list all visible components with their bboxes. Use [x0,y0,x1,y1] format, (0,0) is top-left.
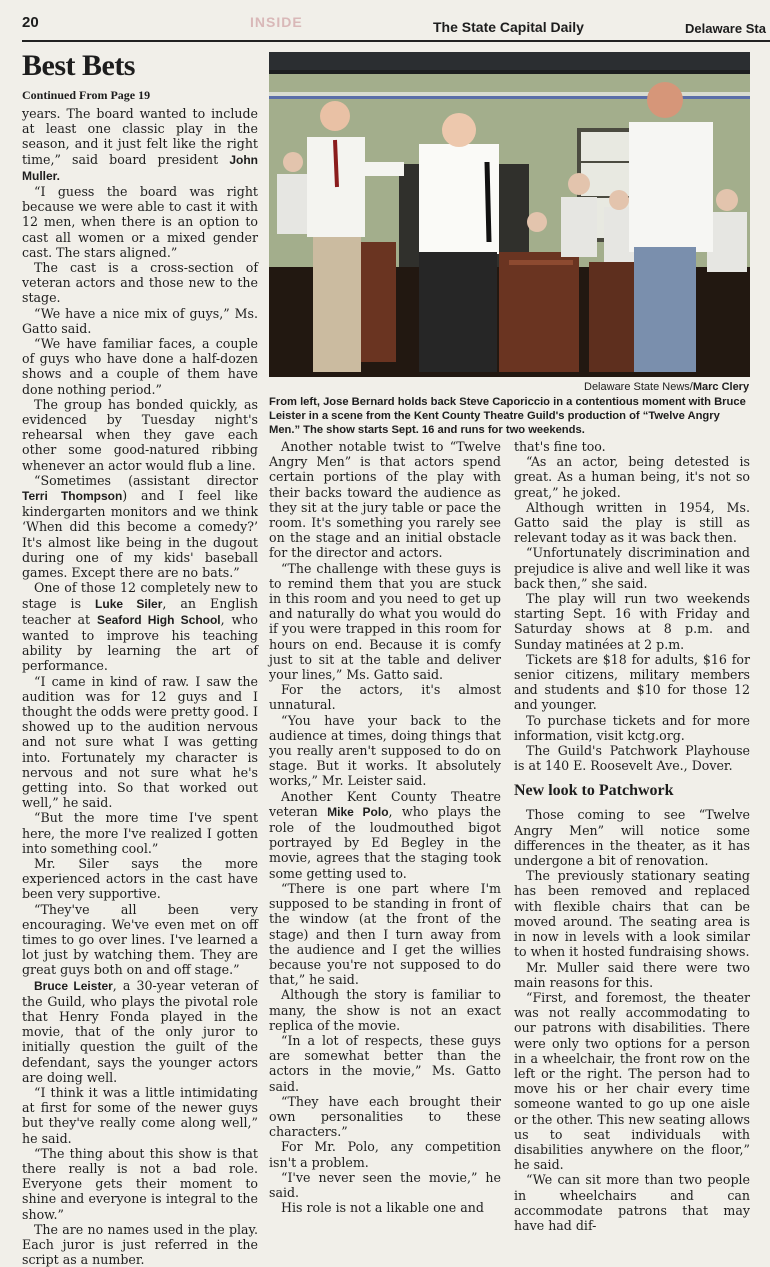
header-rule [22,40,770,42]
stage-scene-image [269,52,750,377]
article-column-1: years. The board wanted to include at least one classic play in the season, and it just felt like the right time,” said board president John Muller. “I guess the board was right because we were able to cast it with 12 men, when there is an option to cast all women or a mixed gender cast. The stars aligned.” The cast is a cross-section of veteran actors and those new to the stage. “We have a nice mix of guys,” Ms. Gatto said. “We have familiar faces, a couple of guys who have done a half-dozen shows and a couple of them have done nothing period.” The group has bonded quickly, as evidenced by Tuesday night's rehearsal when they gave each other some good-natured ribbing whenever an actor would flub a line. “Sometimes (assistant director Terri Thompson) and I feel like kindergarten monitors and we think ‘When did this become a comedy?’ It's almost like being in the dugout during one of my kids' baseball games. Except there are no bats.” One of those 12 completely new to stage is Luke Siler, an English teacher at Seaford High School, who wanted to improve his teaching ability by learning the art of performance. “I came in kind of raw. I saw the audition was for 12 guys and I thought the odds were pretty good. I showed up to the audition nervous and not sure what I was getting into. Fortunately my character is nervous and not sure what he's getting into. So that worked out well,” he said. “But the more time I've spent here, the more I've realized I gotten into something cool.” Mr. Siler says the more experienced actors in the cast have been very supportive. “They've all been very encouraging. We've even met on off times to go over lines. I've learned a lot just by watching them. They are great guys both on and off stage.” Bruce Leister, a 30-year veteran of the Guild, who plays the pivotal role that Henry Fonda played in the movie, that of the only juror to initially question the guilt of the defendant, says the younger actors are doing well. “I think it was a little intimidating at first for some of the newer guys but they've really come along well,” he said. “The thing about this show is that there really is not a bad role. Everyone gets their moment to shine and everyone is integral to the show.” The are no names used in the play. Each juror is just referred in the script as a number. [22,106,259,1267]
page-header [0,0,770,44]
news-photo [269,52,750,377]
page-number: 20 [22,14,39,31]
section-subhead: New look to Patchwork [514,782,674,800]
photo-caption: From left, Jose Bernard holds back Steve Caporiccio in a contentious moment with Bruce Leister in a scene from the Kent County Theatre Guild's production of “Twelve Angry Men.” The show starts Sept. 16 and runs for two weekends. [269,396,746,436]
article-column-2: Another notable twist to “Twelve Angry Men” is that actors spend certain portions of the play with their backs toward the audience as they sit at the jury table or pace the room. It's something you rarely see on the stage and an initial obstacle for the director and actors. “The challenge with these guys is to remind them that you are stuck in this room and you need to get up and naturally do what you would do if you were trapped in this room for hours on end. Because it is comfy just to sit at the table and deliver your lines,” Ms. Gatto said. For the actors, it's almost unnatural. “You have your back to the audience at times, doing things that you really aren't supposed to do on stage. But it works. It absolutely works,” Mr. Leister said. Another Kent County Theatre veteran Mike Polo, who plays the role of the loudmouthed bigot portrayed by Ed Begley in the movie, agrees that the staging took some getting used to. “There is one part where I'm supposed to be standing in front of the window (at the front of the stage) and then I turn away from the audience and I get the willies because you're not supposed to do that,” he said. Although the story is familiar to many, the show is not an exact replica of the movie. “In a lot of respects, these guys are somewhat better than the actors in the movie,” Ms. Gatto said. “They have each brought their own personalities to these characters.” For Mr. Polo, any competition isn't a problem. “I've never seen the movie,” he said. His role is not a likable one and [269,439,501,1216]
bleed-through-text: INSIDE [250,14,303,30]
photo-credit: Delaware State News/Marc Clery [584,381,750,393]
newspaper-state: Delaware Sta [685,21,766,36]
newspaper-name: The State Capital Daily [433,19,584,35]
article-headline: Best Bets [22,49,135,82]
article-column-3: that's fine too. “As an actor, being detested is great. As a human being, it's not so great,” he joked. Although written in 1954, Ms. Gatto said the play is still as relevant today as it was back then. “Unfortunately discrimination and prejudice is alive and well like it was back then,” she said. The play will run two weekends starting Sept. 16 with Friday and Saturday shows at 8 p.m. and Sunday matinées at 2 p.m. Tickets are $18 for adults, $16 for senior citizens, military members and students and $10 for those 12 and younger. To purchase tickets and for more information, visit kctg.org. The Guild's Patchwork Playhouse is at 140 E. Roosevelt Ave., Dover. New look to Patchwork Those coming to see “Twelve Angry Men” will notice some differences in the theater, as it has undergone a bit of renovation. The previously stationary seating has been removed and replaced with flexible chairs that can be moved around. The seating area is in now in levels with a look similar to when it hosted fundraising shows. Mr. Muller said there were two main reasons for this. “First, and foremost, the theater was not really accommodating to our patrons with disabilities. There were only two options for a person in a wheelchair, the front row on the left or the right. The person had to move his or her chair every time someone wanted to go up one aisle or the other. This new seating allows us to seat individuals with disabilities anywhere on the floor,” he said. “We can sit more than two people in wheelchairs and can accommodate patrons that may have had dif- [514,439,750,1233]
continued-note: Continued From Page 19 [22,88,151,102]
